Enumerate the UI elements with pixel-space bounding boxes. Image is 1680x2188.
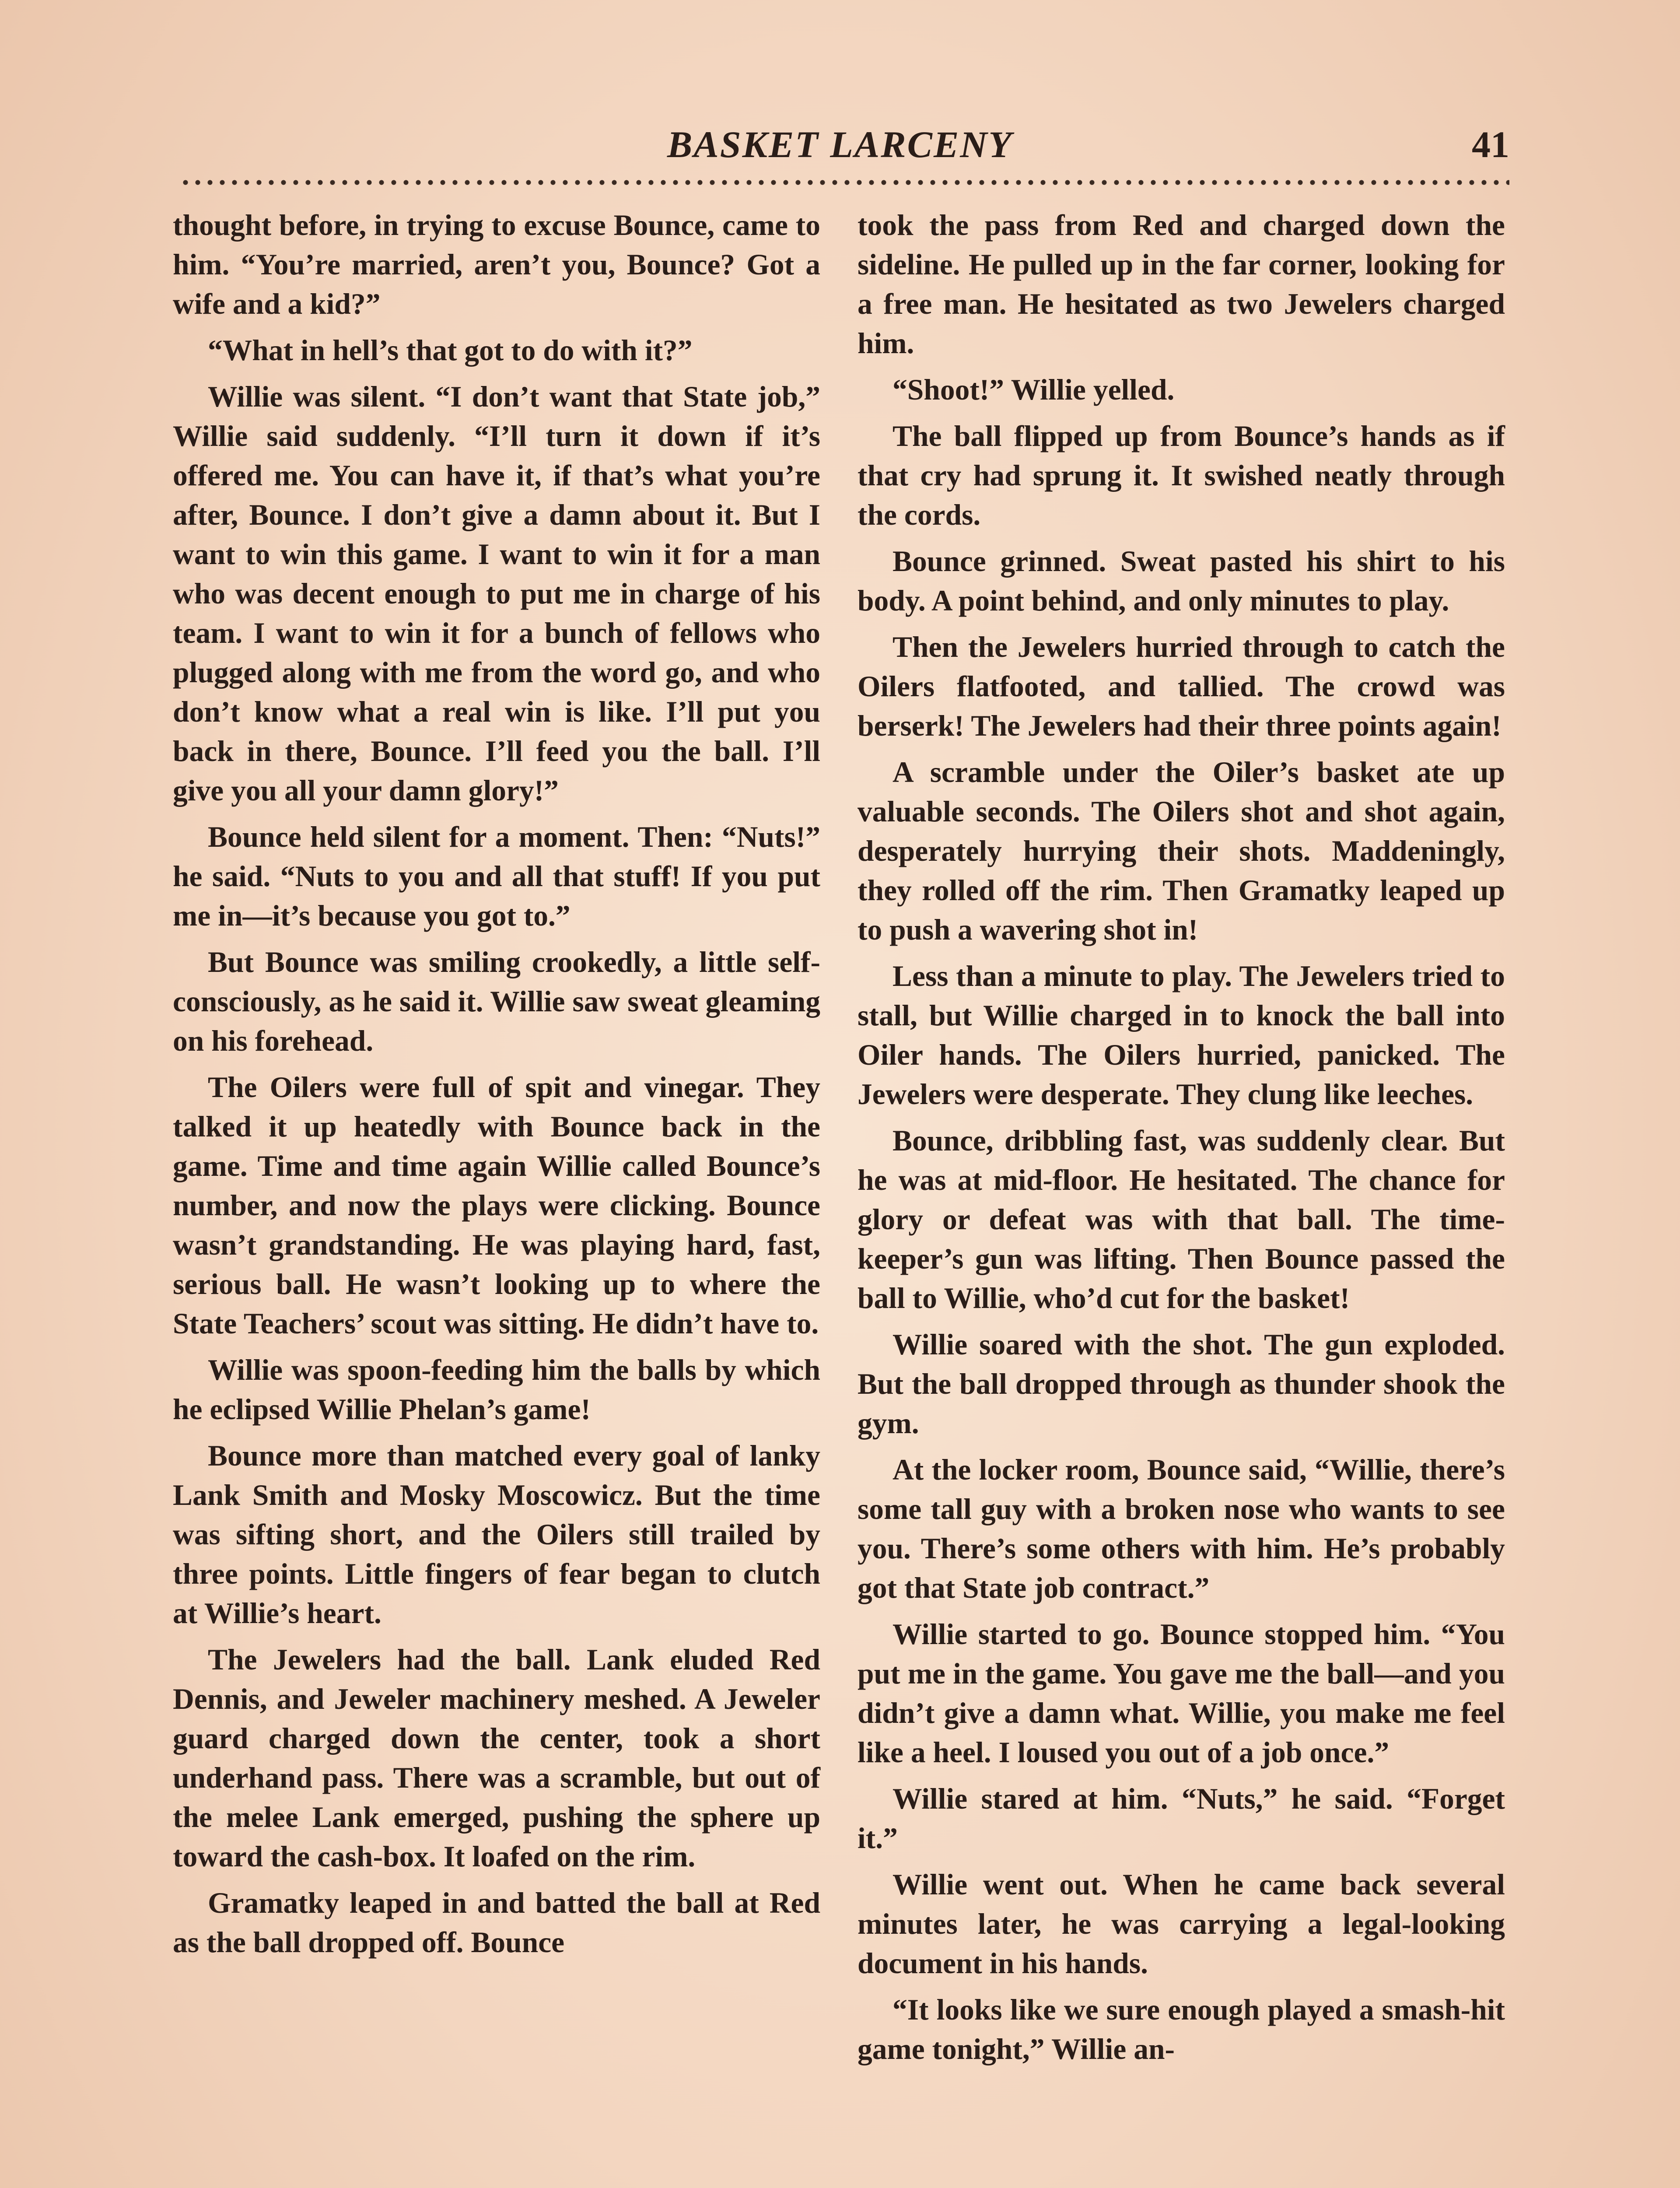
paragraph: At the locker room, Bounce said, “Willie, there’s some tall guy with a broken nose who wants to see you. There’s some others with him. He’s probably got that State job contract.”: [858, 1453, 1505, 1604]
paragraph: Then the Jewelers hurried through to catch the Oilers flatfooted, and tallied. The crowd was berserk! The Jewelers had their three points again!: [858, 631, 1505, 742]
paragraph: Gramatky leaped in and batted the ball at Red as the ball dropped off. Bounce: [173, 1886, 820, 1959]
paragraph: “Shoot!” Willie yelled.: [892, 373, 1175, 406]
page-header: [171, 118, 1509, 175]
running-title: BASKET LARCENY: [667, 123, 1013, 165]
paragraph: Bounce, dribbling fast, was suddenly clear. But he was at mid-floor. He hesitated. The chance for glory or defeat was with that ball. The time-keeper’s gun was lifting. Then Bounce passed the ball to Willie, who’d cut for the basket!: [858, 1124, 1505, 1315]
paragraph: Bounce held silent for a moment. Then: “Nuts!” he said. “Nuts to you and all that stuff! If you put me in—it’s because you got to.”: [173, 820, 820, 932]
paragraph: Willie was spoon-feeding him the balls by which he eclipsed Willie Phelan’s game!: [173, 1353, 820, 1426]
paragraph: But Bounce was smiling crookedly, a little self-consciously, as he said it. Willie saw sweat gleaming on his forehead.: [173, 946, 820, 1057]
paragraph: Bounce grinned. Sweat pasted his shirt to his body. A point behind, and only minutes to play.: [858, 545, 1505, 617]
paragraph: The ball flipped up from Bounce’s hands as if that cry had sprung it. It swished neatly through the cords.: [858, 420, 1505, 531]
dotted-rule-divider: [179, 179, 1509, 186]
right-text-column: [858, 206, 1505, 2076]
paragraph: The Oilers were full of spit and vinegar. They talked it up heatedly with Bounce back in the game. Time and time again Willie called Bounce’s number, and now the plays were clicking. Bounce wasn’t grandstanding. He was playing hard, fast, serious ball. He wasn’t looking up to where the State Teachers’ scout was sitting. He didn’t have to.: [173, 1071, 820, 1340]
paragraph: thought before, in trying to excuse Bounce, came to him. “You’re married, aren’t you, Bounce? Got a wife and a kid?”: [173, 209, 820, 320]
paragraph: Willie started to go. Bounce stopped him. “You put me in the game. You gave me the ball—and you didn’t give a damn what. Willie, you make me feel like a heel. I loused you out of a job once.”: [858, 1618, 1505, 1769]
paragraph: Bounce more than matched every goal of lanky Lank Smith and Mosky Moscowicz. But the time was sifting short, and the Oilers still trailed by three points. Little fingers of fear began to clutch at Willie’s heart.: [173, 1439, 820, 1630]
paragraph: A scramble under the Oiler’s basket ate up valuable seconds. The Oilers shot and shot again, desperately hurrying their shots. Maddeningly, they rolled off the rim. Then Gramatky leaped up to push a wavering shot in!: [858, 756, 1505, 946]
paragraph: “It looks like we sure enough played a smash-hit game tonight,” Willie an-: [858, 1993, 1505, 2065]
paragraph: took the pass from Red and charged down the sideline. He pulled up in the far corner, looking for a free man. He hesitated as two Jewelers charged him.: [858, 209, 1505, 360]
paragraph: Willie stared at him. “Nuts,” he said. “Forget it.”: [858, 1782, 1505, 1855]
paragraph: Willie soared with the shot. The gun exploded. But the ball dropped through as thunder shook the gym.: [858, 1328, 1505, 1440]
page-number: 41: [1472, 123, 1509, 165]
paragraph: Willie went out. When he came back several minutes later, he was carrying a legal-looking document in his hands.: [858, 1868, 1505, 1980]
paragraph: The Jewelers had the ball. Lank eluded Red Dennis, and Jeweler machinery meshed. A Jeweler guard charged down the center, took a short underhand pass. There was a scramble, but out of the melee Lank emerged, pushing the sphere up toward the cash-box. It loafed on the rim.: [173, 1643, 820, 1873]
paragraph: Less than a minute to play. The Jewelers tried to stall, but Willie charged in to knock the ball into Oiler hands. The Oilers hurried, panicked. The Jewelers were desperate. They clung like leeches.: [858, 960, 1505, 1111]
paragraph: Willie was silent. “I don’t want that State job,” Willie said suddenly. “I’ll turn it down if it’s offered me. You can have it, if that’s what you’re after, Bounce. I don’t give a damn about it. But I want to win this game. I want to win it for a man who was decent enough to put me in charge of his team. I want to win it for a bunch of fellows who plugged along with me from the word go, and who don’t know what a real win is like. I’ll put you back in there, Bounce. I’ll feed you the ball. I’ll give you all your damn glory!”: [173, 380, 820, 807]
left-text-column: [173, 206, 820, 1969]
paragraph: “What in hell’s that got to do with it?”: [208, 334, 693, 367]
